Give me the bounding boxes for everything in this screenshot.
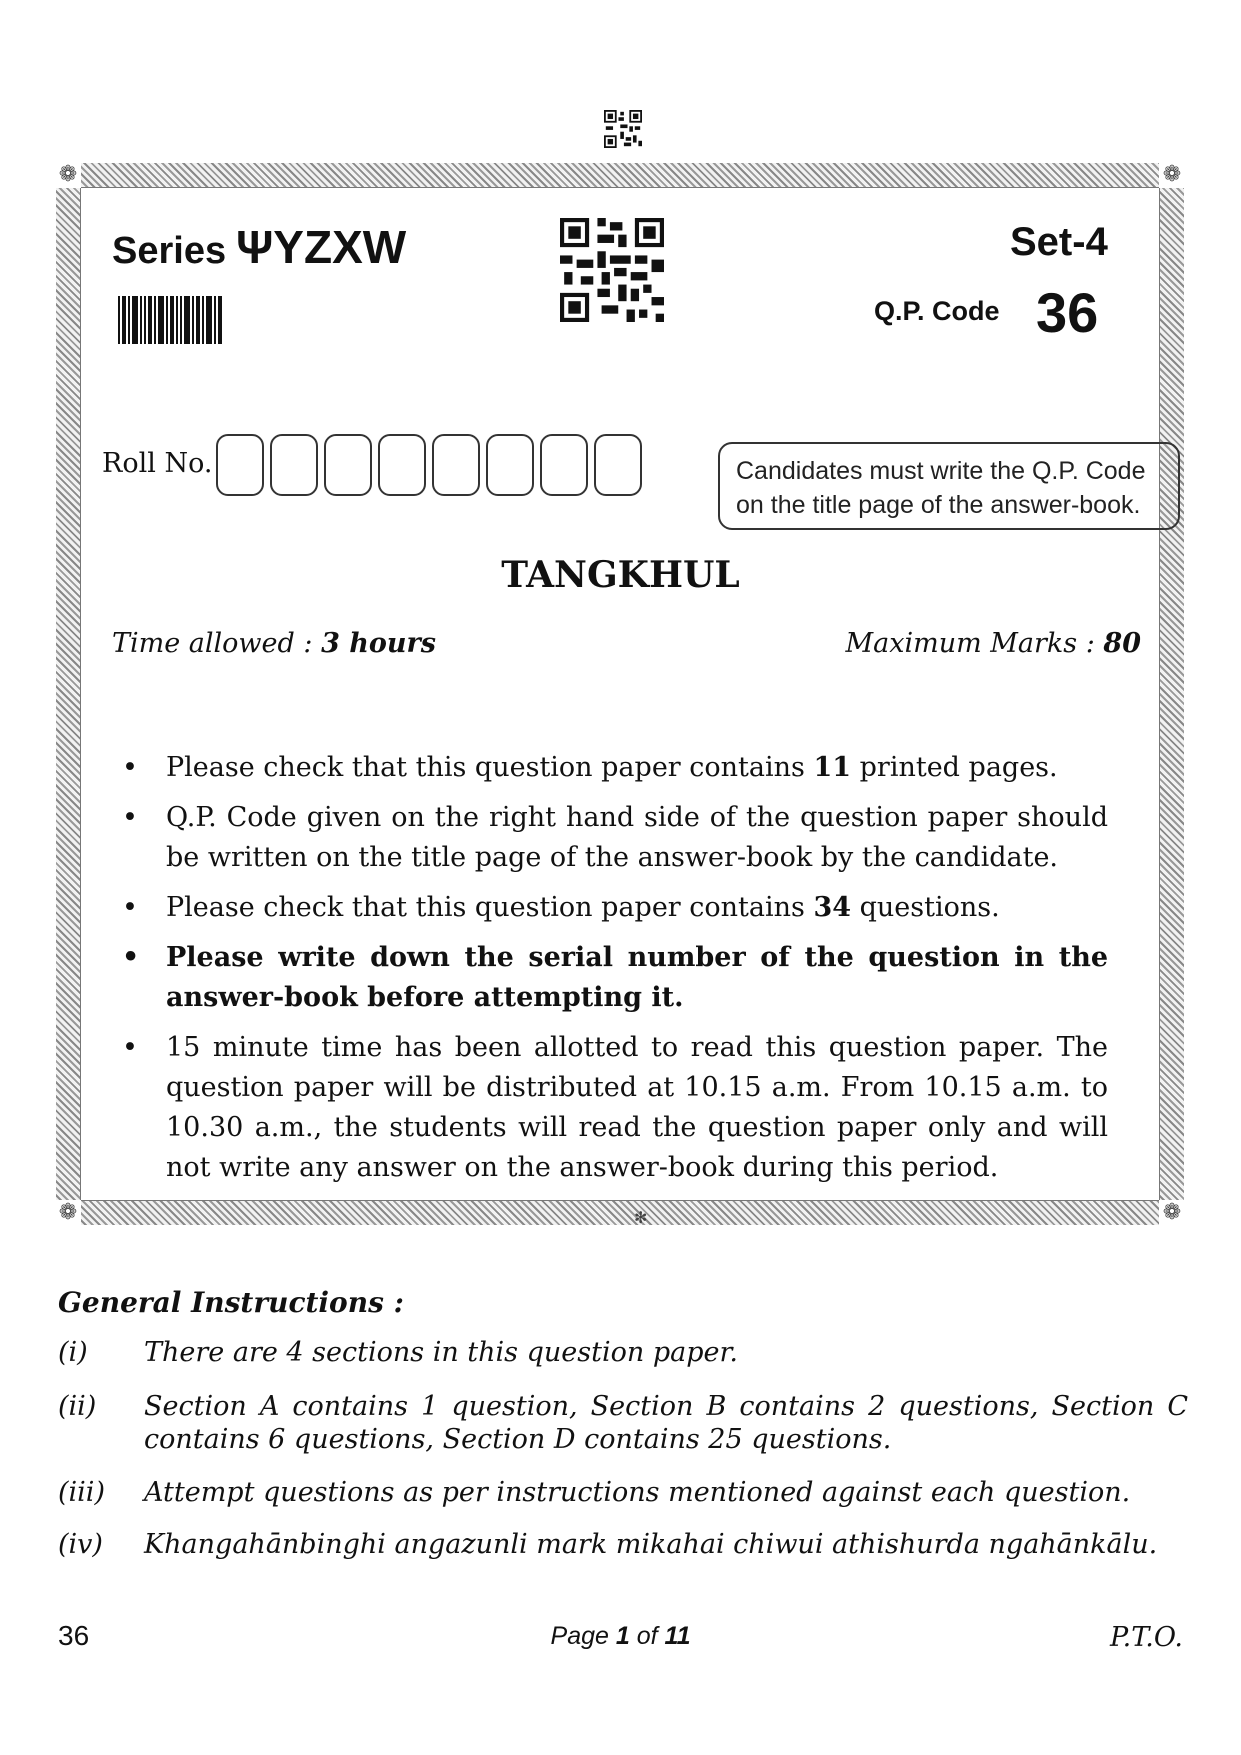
roll-number-box[interactable] [270,434,318,496]
general-instruction-item [58,1476,1188,1509]
roll-number-box[interactable] [378,434,426,496]
notice-line: on the title page of the answer-book. [736,491,1141,519]
instruction-text: Khangahānbinghi angazunli mark mikahai chiwui athishurda ngahānkālu. [144,1529,1158,1560]
roll-number-box[interactable] [216,434,264,496]
general-instruction-item [58,1390,1188,1456]
subject-title: TANGKHUL [501,554,740,596]
instruction-item: • Q.P. Code given on the right hand side of the question paper should be written on the title page of the answer-book by the candidate. [122,798,1108,878]
instruction-number: (i) [58,1337,88,1368]
ornament-icon: ❁ [55,1200,81,1226]
instruction-text: Attempt questions as per instructions mentioned against each question. [144,1477,1131,1508]
maximum-marks-value: 80 [1103,628,1141,659]
roll-number-box[interactable] [540,434,588,496]
roll-number-boxes [216,434,642,496]
general-instruction-item [58,1336,1188,1369]
general-instruction-item [58,1528,1188,1561]
qr-code-icon [560,218,664,322]
instruction-number: (iii) [58,1477,105,1508]
series-label: Series ΨYZXW [112,221,407,273]
roll-number-box[interactable] [486,434,534,496]
instruction-number: (ii) [58,1391,97,1422]
notice-line: Candidates must write the Q.P. Code [736,457,1146,485]
ornament-icon: ✻ [634,1208,648,1227]
footer-qp-code: 36 [58,1620,90,1651]
maximum-marks: Maximum Marks : 80 [845,628,1141,659]
instruction-item: • Please check that this question paper contains 34 questions. [122,888,1108,928]
series-code: ΨYZXW [236,221,407,273]
ornament-icon: ❁ [55,162,81,188]
instruction-list [122,748,1108,1198]
roll-number-label: Roll No. [102,448,213,479]
general-instructions-title: General Instructions : [58,1286,404,1319]
please-turn-over: P.T.O. [1109,1622,1183,1653]
roll-number-box[interactable] [432,434,480,496]
instruction-item: • 15 minute time has been allotted to read this question paper. The question paper will be distributed at 10.15 a.m. From 10.15 a.m. to 10.30 a.m., the students will read the question paper only and will not write any answer on the answer-book during this period. [122,1028,1108,1188]
barcode-icon [118,296,222,344]
instruction-number: (iv) [58,1529,103,1560]
roll-number-box[interactable] [594,434,642,496]
ornament-icon: ❁ [1159,1200,1185,1226]
qr-code-small-icon [604,110,642,148]
instruction-text: Section A contains 1 question, Section B contains 2 questions, Section C contains 6 questions, Section D contains 25 questions. [144,1391,1188,1455]
instruction-text: There are 4 sections in this question paper. [144,1337,738,1368]
page-number: Page 1 of 11 [550,1622,691,1650]
set-number: Set-4 [1010,220,1108,264]
ornament-icon: ❁ [1159,162,1185,188]
qp-code-value: 36 [1036,281,1099,344]
instruction-item: • Please check that this question paper contains 11 printed pages. [122,748,1108,788]
qp-code-notice [718,442,1180,530]
time-allowed: Time allowed : 3 hours [112,628,436,659]
qp-code-label: Q.P. Code [874,296,1000,326]
time-allowed-value: 3 hours [321,628,436,659]
instruction-item: • Please write down the serial number of the question in the answer-book before attempting it. [122,938,1108,1018]
roll-number-box[interactable] [324,434,372,496]
